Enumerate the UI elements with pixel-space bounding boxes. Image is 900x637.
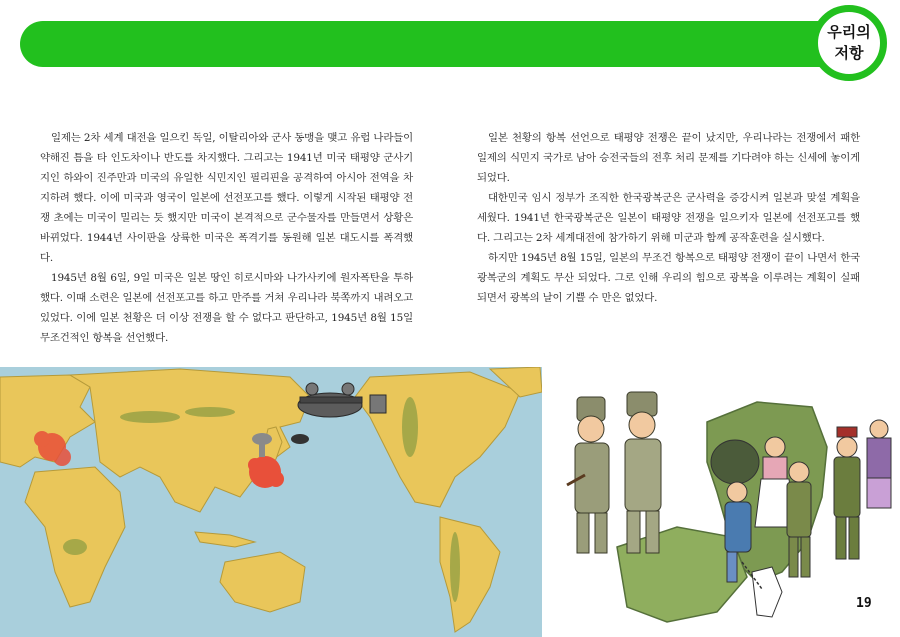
world-map-illustration	[0, 367, 542, 637]
badge-line-2: 저항	[834, 44, 864, 62]
paragraph: 대한민국 임시 정부가 조직한 한국광복군은 군사력을 증강시켜 일본과 맞설 계획을 세웠다. 1941년 한국광복군은 일본이 태평양 전쟁을 일으키자 일본에 선전포고를 했다. 그리고는 2차 세계대전에 참가하기 위해 미군과 함께 공작훈련을 실시했다.	[477, 192, 860, 244]
paragraph: 하지만 1945년 8월 15일, 일본의 무조건 항복으로 태평양 전쟁이 끝이 나면서 한국광복군의 계획도 무산 되었다. 그로 인해 우리의 힘으로 광복을 이루려는 계획이 실패되면서 광복의 날이 기쁠 수 만은 없었다.	[477, 252, 860, 304]
paragraph: 일제는 2차 세계 대전을 일으킨 독일, 이탈리아와 군사 동맹을 맺고 유럽 나라들이 약해진 틈을 타 인도차이나 반도를 차지했다. 그리고는 1941년 미국 태평양 군사기지인 하와이 진주만과 미국의 유일한 식민지인 필리핀을 공격하여 아시아 전역을 차지하려 했다. 이에 미국과 영국이 일본에 선전포고를 했다. 이렇게 시작된 태평양 전쟁 초에는 미국이 밀리는 듯 했지만 미국이 본격적으로 군수물자를 만들면서 상황은 바뀌었다. 1944년 사이판을 상륙한 미국은 폭격기를 동원해 일본 대도시를 폭격했다.	[40, 132, 413, 264]
villager-figure	[867, 420, 891, 508]
left-text-column	[40, 128, 413, 348]
paragraph: 일본 천황의 항복 선언으로 태평양 전쟁은 끝이 났지만, 우리나라는 전쟁에서 패한 일제의 식민지 국가로 남아 승전국들의 전후 처리 문제를 기다려야 하는 신세에 놓이게 되었다.	[477, 132, 860, 184]
header-banner	[20, 21, 860, 67]
paragraph: 1945년 8월 6일, 9일 미국은 일본 땅인 히로시마와 나가사키에 원자폭탄을 투하했다. 이때 소련은 일본에 선전포고를 하고 만주를 거쳐 우리나라 북쪽까지 내려오고 있었다. 이에 일본 천황은 더 이상 전쟁을 할 수 없다고 판단하고, 1945년 8월 15일 무조건적인 항복을 선언했다.	[40, 272, 413, 344]
soldiers-scene-illustration	[557, 367, 900, 637]
bomb-icon	[291, 434, 309, 444]
page-number: 19	[856, 596, 872, 611]
section-badge	[811, 5, 887, 81]
right-text-column	[477, 128, 860, 308]
badge-line-1: 우리의	[827, 23, 871, 41]
